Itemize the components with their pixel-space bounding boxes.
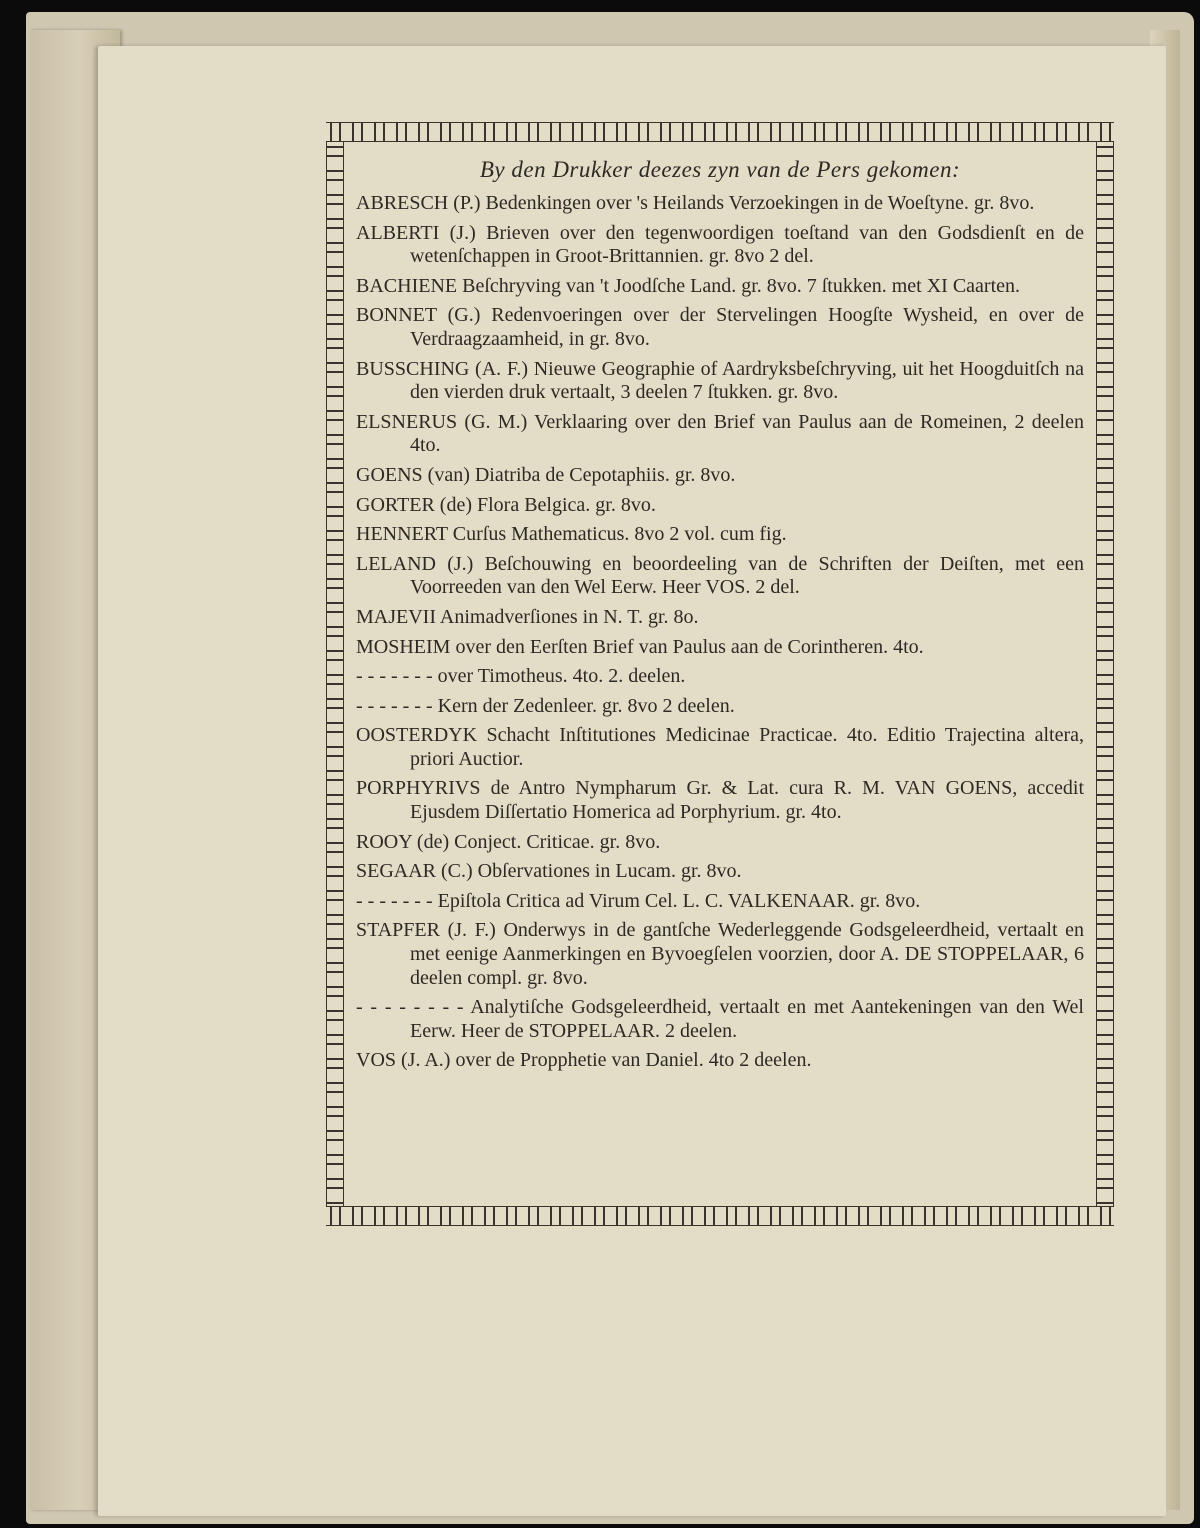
catalogue-entry: BUSSCHING (A. F.) Nieuwe Geographie of Aardryksbeſchryving, uit het Hoogduitſch na den vierden druk vertaalt, 3 deelen 7 ſtukken. gr. 8vo. <box>356 357 1084 404</box>
catalogue-entry: HENNERT Curſus Mathematicus. 8vo 2 vol. cum fig. <box>356 523 787 546</box>
catalogue-entry: - - - - - - - Kern der Zedenleer. gr. 8vo 2 deelen. <box>356 694 735 717</box>
catalogue-entry: BACHIENE Beſchryving van 't Joodſche Land. gr. 8vo. 7 ſtukken. met XI Caarten. <box>356 274 1021 297</box>
catalogue-entry: ELSNERUS (G. M.) Verklaaring over den Brief van Paulus aan de Romeinen, 2 deelen 4to. <box>356 410 1084 457</box>
catalogue-entry: BONNET (G.) Redenvoeringen over der Stervelingen Hoogſte Wysheid, en over de Verdraagzaamheid, in gr. 8vo. <box>356 304 1084 350</box>
catalogue-entry: ABRESCH (P.) Bedenkingen over 's Heilands Verzoekingen in de Woeſtyne. gr. 8vo. <box>356 192 1035 214</box>
ornamental-border-bottom <box>326 1206 1114 1226</box>
catalogue-entry: - - - - - - - over Timotheus. 4to. 2. deelen. <box>356 665 686 688</box>
catalogue-entry: GORTER (de) Flora Belgica. gr. 8vo. <box>356 493 656 516</box>
catalogue-content <box>356 156 1084 1079</box>
catalogue-entry: - - - - - - - - Analytiſche Godsgeleerdheid, vertaalt en met Aantekeningen van den Wel Eerw. Heer de STOPPELAAR. 2 deelen. <box>356 996 1084 1042</box>
catalogue-entry: LELAND (J.) Beſchouwing en beoordeeling van de Schriften der Deiſten, met een Voorreeden van den Wel Eerw. Heer VOS. 2 del. <box>356 552 1084 599</box>
catalogue-entry: STAPFER (J. F.) Onderwys in de gantſche Wederleggende Godsgeleerdheid, vertaalt en met eenige Aanmerkingen en Byvoegſelen voorzien, door A. DE STOPPELAAR, 6 deelen compl. gr. 8vo. <box>356 919 1084 989</box>
catalogue-entry: VOS (J. A.) over de Propphetie van Daniel. 4to 2 deelen. <box>356 1049 812 1072</box>
catalogue-entry: ALBERTI (J.) Brieven over den tegenwoordigen toeſtand van den Godsdienſt en de wetenſchappen in Groot-Brittannien. gr. 8vo 2 del. <box>356 221 1084 268</box>
ornamental-frame <box>326 122 1114 1226</box>
ornamental-border-left <box>326 142 344 1206</box>
catalogue-entry: SEGAAR (C.) Obſervationes in Lucam. gr. 8vo. <box>356 860 742 883</box>
catalogue-entry: OOSTERDYK Schacht Inſtitutiones Medicinae Practicae. 4to. Editio Trajectina altera, priori Auctior. <box>356 724 1084 770</box>
catalogue-entry: ROOY (de) Conject. Criticae. gr. 8vo. <box>356 830 661 853</box>
catalogue-entry: GOENS (van) Diatriba de Cepotaphiis. gr. 8vo. <box>356 463 736 486</box>
catalogue-heading: By den Drukker deezes zyn van de Pers gekomen: <box>479 157 961 182</box>
ornamental-border-top <box>326 122 1114 142</box>
catalogue-entry: MOSHEIM over den Eerſten Brief van Paulus aan de Corintheren. 4to. <box>356 635 924 658</box>
ornamental-border-right <box>1096 142 1114 1206</box>
catalogue-entry: PORPHYRIVS de Antro Nympharum Gr. & Lat. cura R. M. VAN GOENS, accedit Ejusdem Diſſertatio Homerica ad Porphyrium. gr. 4to. <box>356 777 1084 824</box>
catalogue-entry: MAJEVII Animadverſiones in N. T. gr. 8o. <box>356 605 699 628</box>
catalogue-entry: - - - - - - - Epiſtola Critica ad Virum Cel. L. C. VALKENAAR. gr. 8vo. <box>356 889 921 912</box>
